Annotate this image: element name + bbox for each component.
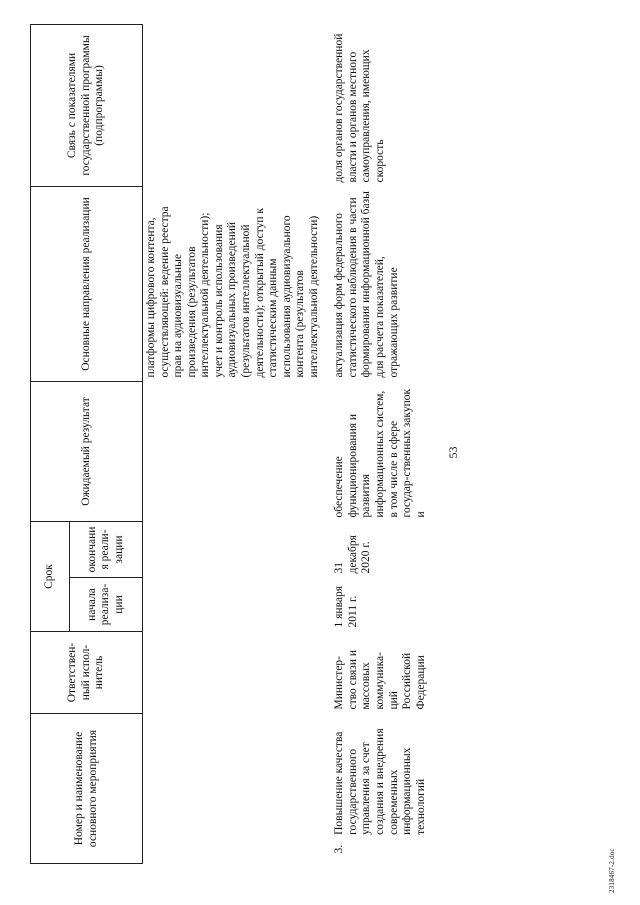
row-name-cell bbox=[323, 714, 430, 864]
header-link: Связь с показателями государственной программы (подпрограммы) bbox=[31, 24, 143, 186]
header-directions: Основные направления реализации bbox=[31, 186, 143, 381]
row-executor: Министер-ство связи и массовых коммуника-ций Российской Федерации bbox=[333, 649, 427, 710]
row-directions: актуализация форм федерального статистического наблюдения в части формирования информационной базы для расчета показателей, отражающих развитие bbox=[333, 191, 400, 378]
row-number: 3. bbox=[333, 844, 346, 854]
document-code: 2318467-2.doc bbox=[608, 848, 616, 893]
row-name-cell bbox=[143, 714, 324, 864]
header-term: Срок bbox=[31, 521, 70, 631]
page-number: 53 bbox=[446, 446, 460, 459]
row-executor bbox=[143, 632, 324, 714]
row-directions: платформы цифрового контента, осуществляющей: ведение реестра прав на аудиовизуальные произведения (результатов интеллектуальной деятельности); учет и контроль использования аудиовизуальных произведений (результатов интеллектуальной деятельности); открытый доступ к статистическим данным использования аудиовизуального контента (результатов интеллектуальной деятельности) bbox=[145, 206, 320, 378]
row-end bbox=[143, 521, 324, 577]
header-row-1 bbox=[31, 24, 70, 863]
row-link: доля органов государственной власти и органов местного самоуправления, имеющих скорость bbox=[333, 33, 386, 183]
table-row bbox=[323, 24, 430, 863]
header-end: окончания реали-зации bbox=[70, 521, 143, 577]
row-result bbox=[143, 381, 324, 521]
row-result: обеспечение функционирования и развития информационных систем, в том числе в сфере государ-ственных закупок и bbox=[333, 388, 427, 518]
row-link bbox=[143, 24, 324, 186]
table-row bbox=[143, 24, 324, 863]
row-name: Повышение качества государственного управления за счет создания и внедрения современных информационных технологий bbox=[333, 728, 427, 835]
rotated-page bbox=[10, 10, 630, 895]
row-start bbox=[143, 578, 324, 632]
header-name: Номер и наименование основного мероприятия bbox=[31, 714, 143, 864]
header-start: начала реализа-ции bbox=[70, 578, 143, 632]
header-executor: Ответствен-ный испол-нитель bbox=[31, 632, 143, 714]
header-result: Ожидаемый результат bbox=[31, 381, 143, 521]
row-start: 1 января 2011 г. bbox=[333, 586, 359, 628]
activities-table bbox=[30, 24, 430, 864]
row-end: 31 декабря 2020 г. bbox=[333, 535, 373, 574]
